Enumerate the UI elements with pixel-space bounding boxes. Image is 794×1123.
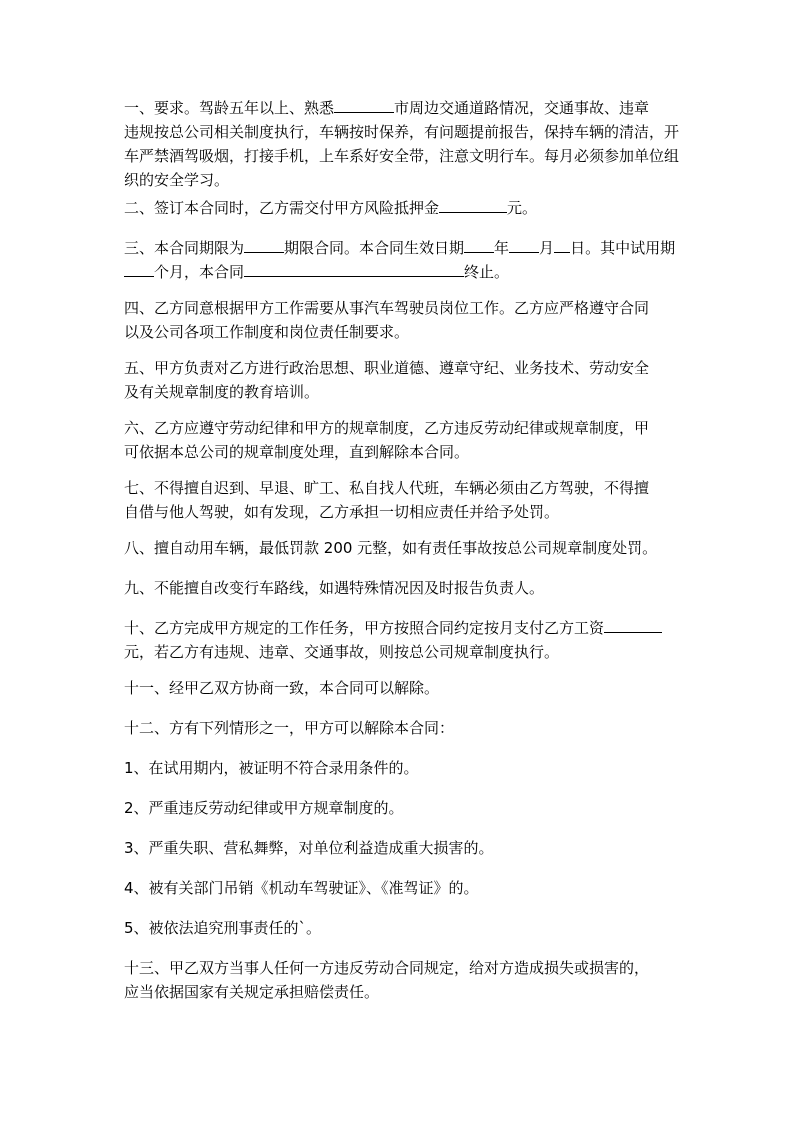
paragraph-line: [124, 916, 700, 940]
paragraph-line: [124, 616, 700, 640]
clause-text: 日。其中试用期: [570, 239, 676, 257]
clause-text: 终止。: [464, 263, 510, 281]
paragraph-line: [124, 716, 700, 740]
clause-paragraph: [124, 476, 700, 524]
paragraph-line: [124, 260, 700, 284]
paragraph-line: [124, 296, 700, 320]
paragraph-line: [124, 836, 700, 860]
clause-paragraph: [124, 296, 700, 344]
clause-text: 二、签订本合同时，乙方需交付甲方风险抵押金: [124, 199, 440, 217]
clause-text: 自借与他人驾驶，如有发现，乙方承担一切相应责任并给予处罚。: [124, 503, 560, 521]
fill-in-blank[interactable]: [124, 261, 154, 277]
clause-paragraph: [124, 616, 700, 664]
clause-text: 以及公司各项工作制度和岗位责任制要求。: [124, 323, 410, 341]
clause-paragraph: [124, 536, 700, 560]
paragraph-line: [124, 876, 700, 900]
clause-text: 元。: [507, 199, 538, 217]
paragraph-line: [124, 168, 700, 192]
clause-text: 5、被依法追究刑事责任的`。: [124, 919, 322, 937]
clause-paragraph: [124, 796, 700, 820]
clause-text: 个月，本合同: [154, 263, 245, 281]
paragraph-line: [124, 640, 700, 664]
clause-text: 八、擅自动用车辆，最低罚款 200 元整，如有责任事故按总公司规章制度处罚。: [124, 539, 658, 557]
clause-paragraph: [124, 876, 700, 900]
clause-paragraph: [124, 416, 700, 464]
clause-text: 期限合同。本合同生效日期: [284, 239, 465, 257]
paragraph-line: [124, 536, 700, 560]
fill-in-blank[interactable]: [334, 97, 394, 113]
fill-in-blank[interactable]: [509, 237, 539, 253]
fill-in-blank[interactable]: [554, 237, 570, 253]
clause-text: 三、本合同期限为: [124, 239, 245, 257]
clause-text: 4、被有关部门吊销《机动车驾驶证》、《准驾证》的。: [124, 879, 479, 897]
clause-text: 违规按总公司相关制度执行，车辆按时保养，有问题提前报告，保持车辆的清洁，开: [124, 123, 680, 141]
clause-text: 及有关规章制度的教育培训。: [124, 383, 320, 401]
clause-paragraph: [124, 956, 700, 1004]
paragraph-line: [124, 576, 700, 600]
clause-paragraph: [124, 196, 700, 220]
fill-in-blank[interactable]: [464, 237, 494, 253]
paragraph-line: [124, 120, 700, 144]
paragraph-line: [124, 980, 700, 1004]
clause-paragraph: [124, 236, 700, 284]
paragraph-line: [124, 416, 700, 440]
clause-text: 年: [494, 239, 510, 257]
clause-paragraph: [124, 676, 700, 700]
paragraph-line: [124, 476, 700, 500]
paragraph-line: [124, 196, 700, 220]
clause-paragraph: [124, 836, 700, 860]
clause-text: 车严禁酒驾吸烟，打接手机，上车系好安全带，注意文明行车。每月必须参加单位组: [124, 147, 680, 165]
fill-in-blank[interactable]: [244, 237, 284, 253]
paragraph-line: [124, 380, 700, 404]
clause-paragraph: [124, 916, 700, 940]
clause-text: 2、严重违反劳动纪律或甲方规章制度的。: [124, 799, 404, 817]
clause-text: 市周边交通道路情况，交通事故、违章: [394, 99, 650, 117]
paragraph-line: [124, 440, 700, 464]
paragraph-line: [124, 236, 700, 260]
clause-paragraph: [124, 96, 700, 192]
clause-paragraph: [124, 576, 700, 600]
clause-text: 四、乙方同意根据甲方工作需要从事汽车驾驶员岗位工作。乙方应严格遵守合同: [124, 299, 650, 317]
clause-text: 1、在试用期内，被证明不符合录用条件的。: [124, 759, 419, 777]
clause-text: 十一、经甲乙双方协商一致，本合同可以解除。: [124, 679, 440, 697]
clause-text: 月: [539, 239, 555, 257]
clause-text: 十三、甲乙双方当事人任何一方违反劳动合同规定，给对方造成损失或损害的，: [124, 959, 650, 977]
fill-in-blank[interactable]: [604, 617, 662, 633]
clause-text: 十二、方有下列情形之一，甲方可以解除本合同：: [124, 719, 455, 737]
clause-text: 应当依据国家有关规定承担赔偿责任。: [124, 983, 380, 1001]
clause-text: 一、要求。驾龄五年以上、熟悉: [124, 99, 335, 117]
paragraph-line: [124, 356, 700, 380]
paragraph-line: [124, 956, 700, 980]
paragraph-line: [124, 500, 700, 524]
paragraph-line: [124, 96, 700, 120]
paragraph-line: [124, 756, 700, 780]
paragraph-line: [124, 676, 700, 700]
paragraph-line: [124, 320, 700, 344]
clause-text: 七、不得擅自迟到、早退、旷工、私自找人代班，车辆必须由乙方驾驶，不得擅: [124, 479, 650, 497]
clause-text: 可依据本总公司的规章制度处理，直到解除本合同。: [124, 443, 470, 461]
clause-paragraph: [124, 716, 700, 740]
clause-text: 元，若乙方有违规、违章、交通事故，则按总公司规章制度执行。: [124, 643, 560, 661]
fill-in-blank[interactable]: [439, 197, 507, 213]
clause-text: 五、甲方负责对乙方进行政治思想、职业道德、遵章守纪、业务技术、劳动安全: [124, 359, 650, 377]
clause-paragraph: [124, 356, 700, 404]
paragraph-line: [124, 144, 700, 168]
clause-paragraph: [124, 756, 700, 780]
clause-text: 织的安全学习。: [124, 171, 230, 189]
clause-text: 六、乙方应遵守劳动纪律和甲方的规章制度，乙方违反劳动纪律或规章制度，甲: [124, 419, 650, 437]
clause-text: 十、乙方完成甲方规定的工作任务，甲方按照合同约定按月支付乙方工资: [124, 619, 605, 637]
clause-text: 3、严重失职、营私舞弊，对单位利益造成重大损害的。: [124, 839, 494, 857]
fill-in-blank[interactable]: [244, 261, 464, 277]
clause-text: 九、不能擅自改变行车路线，如遇特殊情况因及时报告负责人。: [124, 579, 545, 597]
paragraph-line: [124, 796, 700, 820]
